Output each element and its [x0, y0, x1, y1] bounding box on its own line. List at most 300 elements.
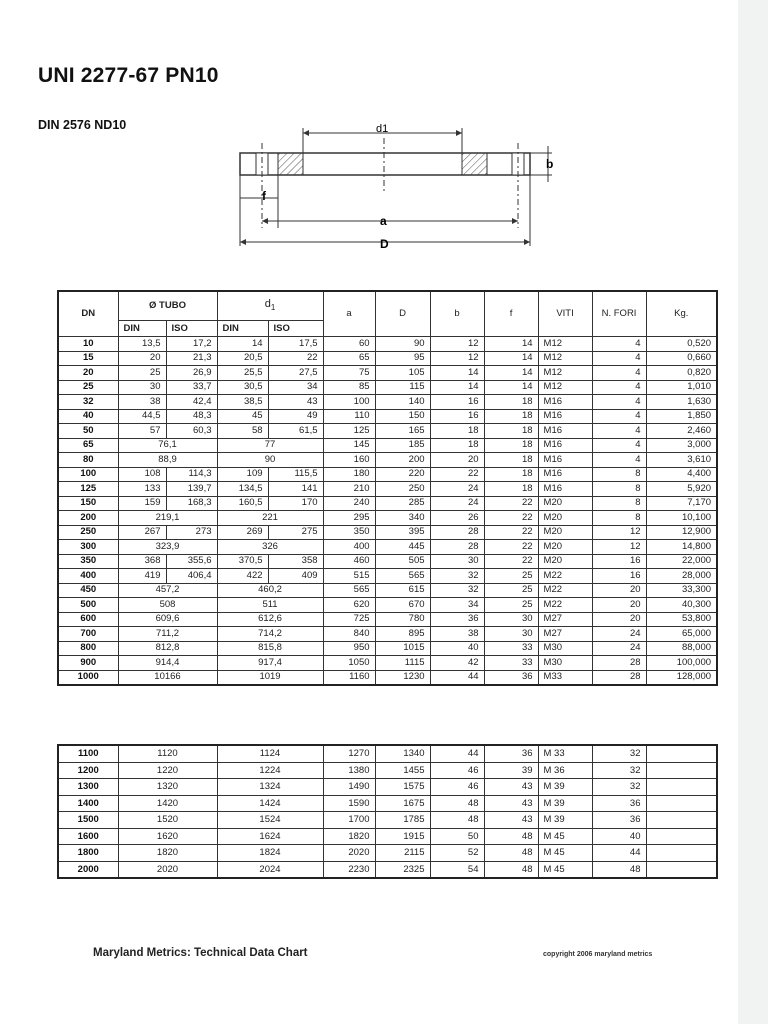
table-cell: 4,400 [646, 467, 717, 482]
table-cell: 54 [430, 861, 484, 878]
table-cell: 10,100 [646, 511, 717, 526]
table-cell: 170 [268, 496, 323, 511]
table-cell: 1324 [217, 779, 323, 796]
table-cell: 30 [118, 380, 166, 395]
table-cell: 61,5 [268, 424, 323, 439]
flange-table-large [57, 744, 718, 879]
header-tubo: Ø TUBO [118, 291, 217, 321]
table-cell: 1520 [118, 812, 217, 829]
table-cell: 33 [484, 656, 538, 671]
table-cell: 350 [58, 554, 118, 569]
table-cell: 200 [58, 511, 118, 526]
table-cell: 620 [323, 598, 375, 613]
table-cell: M20 [538, 540, 592, 555]
table-cell: 32 [58, 395, 118, 410]
table-cell: 1600 [58, 828, 118, 845]
table-row [58, 670, 717, 685]
table-cell: 28 [592, 670, 646, 685]
table-cell: 108 [118, 467, 166, 482]
table-cell: 914,4 [118, 656, 217, 671]
table-cell: 1,850 [646, 409, 717, 424]
table-cell: 24 [592, 641, 646, 656]
table-cell: 28,000 [646, 569, 717, 584]
table-cell: 115,5 [268, 467, 323, 482]
table-cell: 358 [268, 554, 323, 569]
table-cell: 50 [430, 828, 484, 845]
table-cell: M16 [538, 395, 592, 410]
table-cell: 36 [592, 812, 646, 829]
table-cell: 3,610 [646, 453, 717, 468]
table-cell: 14 [430, 366, 484, 381]
table-cell: 565 [323, 583, 375, 598]
table-cell: 0,520 [646, 337, 717, 352]
table-cell: 368 [118, 554, 166, 569]
table-cell: 60,3 [166, 424, 217, 439]
table-row [58, 641, 717, 656]
table-cell: 505 [375, 554, 430, 569]
table-cell: 8 [592, 467, 646, 482]
table-cell: 25 [484, 583, 538, 598]
table-cell: 18 [484, 482, 538, 497]
table-cell: M12 [538, 337, 592, 352]
table-cell: 1820 [118, 845, 217, 862]
table-cell: 77 [217, 438, 323, 453]
table-cell: 76,1 [118, 438, 217, 453]
table-cell: 21,3 [166, 351, 217, 366]
table-cell: 25 [484, 598, 538, 613]
table-cell: 1,630 [646, 395, 717, 410]
table-cell: 15 [58, 351, 118, 366]
table-cell: 20 [592, 612, 646, 627]
table-cell: 12 [592, 540, 646, 555]
table-cell: 50 [58, 424, 118, 439]
table-cell: 812,8 [118, 641, 217, 656]
table-cell: 8 [592, 511, 646, 526]
table-cell: 48 [484, 845, 538, 862]
table-cell: 134,5 [217, 482, 268, 497]
table-cell: 14 [484, 366, 538, 381]
table-cell: 8 [592, 496, 646, 511]
table-cell: 30 [430, 554, 484, 569]
table-cell: M16 [538, 424, 592, 439]
table-cell: 612,6 [217, 612, 323, 627]
table-cell: 4 [592, 351, 646, 366]
table-cell: 60 [323, 337, 375, 352]
table-cell: 75 [323, 366, 375, 381]
diagram-label-f: f [262, 189, 266, 203]
table-cell: 22 [484, 540, 538, 555]
table-cell: 25 [58, 380, 118, 395]
table-cell: 18 [484, 438, 538, 453]
table-cell: 711,2 [118, 627, 217, 642]
table-row [58, 745, 717, 762]
table-cell: 109 [217, 467, 268, 482]
table-cell: 32 [430, 569, 484, 584]
table-cell: 18 [484, 395, 538, 410]
table-cell: 1160 [323, 670, 375, 685]
table-cell: 139,7 [166, 482, 217, 497]
table-cell: 900 [58, 656, 118, 671]
table-cell: 100 [323, 395, 375, 410]
table-cell: 1624 [217, 828, 323, 845]
table-cell: M 39 [538, 812, 592, 829]
table-cell: 5,920 [646, 482, 717, 497]
table-row [58, 409, 717, 424]
table-row [58, 583, 717, 598]
table-cell: 45 [217, 409, 268, 424]
footer-title: Maryland Metrics: Technical Data Chart [93, 947, 308, 959]
table-cell: 40 [592, 828, 646, 845]
diagram-label-a: a [380, 214, 387, 228]
table-cell: 57 [118, 424, 166, 439]
table-cell: 160 [323, 453, 375, 468]
table-row [58, 496, 717, 511]
page-subtitle: DIN 2576 ND10 [38, 118, 127, 132]
table-row [58, 554, 717, 569]
table-cell: M16 [538, 482, 592, 497]
table-cell: 141 [268, 482, 323, 497]
table-cell: 43 [268, 395, 323, 410]
table-cell: M16 [538, 438, 592, 453]
table-cell: 25 [118, 366, 166, 381]
table-cell: 1230 [375, 670, 430, 685]
table-cell: 133 [118, 482, 166, 497]
table-cell: 43 [484, 795, 538, 812]
table-cell: 7,170 [646, 496, 717, 511]
table-cell: 14 [484, 351, 538, 366]
header-tubo-iso: ISO [166, 321, 217, 337]
table-cell: 2115 [375, 845, 430, 862]
table-cell: 1575 [375, 779, 430, 796]
table-cell: 1424 [217, 795, 323, 812]
header-d1-iso: ISO [268, 321, 323, 337]
table-cell: 273 [166, 525, 217, 540]
table-cell: 115 [375, 380, 430, 395]
table-cell: 90 [375, 337, 430, 352]
table-cell: M30 [538, 656, 592, 671]
table-cell: 1224 [217, 762, 323, 779]
table-cell: 46 [430, 762, 484, 779]
table-cell: 22 [484, 496, 538, 511]
flange-table-main [57, 290, 718, 686]
table-row [58, 569, 717, 584]
table-cell: M12 [538, 380, 592, 395]
table-cell: 240 [323, 496, 375, 511]
table-cell: 219,1 [118, 511, 217, 526]
table-cell: 1620 [118, 828, 217, 845]
table-cell: 128,000 [646, 670, 717, 685]
table-cell: 950 [323, 641, 375, 656]
table-cell: 267 [118, 525, 166, 540]
table-row [58, 351, 717, 366]
table-cell: 2000 [58, 861, 118, 878]
table-cell: 28 [430, 540, 484, 555]
table-cell: 12,900 [646, 525, 717, 540]
table-cell: 48,3 [166, 409, 217, 424]
table-cell: 1000 [58, 670, 118, 685]
table-cell: 4 [592, 438, 646, 453]
table-cell: 2020 [323, 845, 375, 862]
table-cell: 140 [375, 395, 430, 410]
table-cell: 25 [484, 569, 538, 584]
table-cell: 1915 [375, 828, 430, 845]
table-cell: 20 [430, 453, 484, 468]
table-cell: M 39 [538, 795, 592, 812]
diagram-label-b: b [546, 157, 554, 171]
table-cell: 32 [430, 583, 484, 598]
table-cell: 0,820 [646, 366, 717, 381]
table-cell: 17,5 [268, 337, 323, 352]
table-cell: 275 [268, 525, 323, 540]
table-cell: 14 [484, 380, 538, 395]
diagram-label-d1: d1 [376, 123, 389, 135]
table-cell: 2,460 [646, 424, 717, 439]
table-cell: 1675 [375, 795, 430, 812]
table-cell: 2230 [323, 861, 375, 878]
table-cell: 180 [323, 467, 375, 482]
table-cell: 58 [217, 424, 268, 439]
table-cell: 2325 [375, 861, 430, 878]
table-cell: M12 [538, 351, 592, 366]
table-cell: 30,5 [217, 380, 268, 395]
table-cell: M 39 [538, 779, 592, 796]
table-cell: 840 [323, 627, 375, 642]
header-d1: $d_1$ [217, 291, 323, 321]
table-row [58, 482, 717, 497]
table-cell: 445 [375, 540, 430, 555]
table-cell: 917,4 [217, 656, 323, 671]
table-cell: 500 [58, 598, 118, 613]
table-cell: 609,6 [118, 612, 217, 627]
table-cell: 39 [484, 762, 538, 779]
table-cell: 125 [323, 424, 375, 439]
table-cell: 36 [484, 670, 538, 685]
table-cell: 16 [592, 569, 646, 584]
table-cell: M16 [538, 409, 592, 424]
table-cell: M20 [538, 496, 592, 511]
table-cell [646, 795, 717, 812]
table-cell: 295 [323, 511, 375, 526]
table-cell: 20 [592, 583, 646, 598]
table-cell: 3,000 [646, 438, 717, 453]
table-cell: 95 [375, 351, 430, 366]
table-cell: 450 [58, 583, 118, 598]
table-cell: 100 [58, 467, 118, 482]
table-cell: 48 [430, 812, 484, 829]
table-cell: 28 [430, 525, 484, 540]
table-cell: 30 [484, 627, 538, 642]
table-cell: 1120 [118, 745, 217, 762]
table-cell: 395 [375, 525, 430, 540]
table-cell: 4 [592, 366, 646, 381]
table-cell: 14 [484, 337, 538, 352]
table-cell: 18 [484, 409, 538, 424]
table-row [58, 467, 717, 482]
table-cell: 18 [484, 467, 538, 482]
table-cell: 32 [592, 762, 646, 779]
table-row [58, 627, 717, 642]
table-cell: 1050 [323, 656, 375, 671]
table-cell: 65,000 [646, 627, 717, 642]
table-cell: 24 [592, 627, 646, 642]
table-cell: 714,2 [217, 627, 323, 642]
table-cell: 22 [484, 525, 538, 540]
table-cell: 1100 [58, 745, 118, 762]
table-cell: 670 [375, 598, 430, 613]
table-cell: M30 [538, 641, 592, 656]
table-cell: 17,2 [166, 337, 217, 352]
table-cell: 12 [592, 525, 646, 540]
table-cell: 44,5 [118, 409, 166, 424]
table-cell: 22 [484, 511, 538, 526]
table-row [58, 612, 717, 627]
table-cell: 1,010 [646, 380, 717, 395]
table-cell: 36 [430, 612, 484, 627]
table-cell: 105 [375, 366, 430, 381]
table-cell: 20 [592, 598, 646, 613]
table-cell: 150 [58, 496, 118, 511]
table-row [58, 812, 717, 829]
table-cell: 14,800 [646, 540, 717, 555]
table-cell: M22 [538, 598, 592, 613]
page-edge-strip [738, 0, 768, 1024]
table-cell: 48 [484, 828, 538, 845]
header-tubo-din: DIN [118, 321, 166, 337]
table-cell: 22 [484, 554, 538, 569]
table-cell: 10166 [118, 670, 217, 685]
table-cell: 16 [430, 409, 484, 424]
table-cell: 1700 [323, 812, 375, 829]
header-dn: DN [58, 291, 118, 337]
table-cell: M20 [538, 525, 592, 540]
table-cell: 895 [375, 627, 430, 642]
table-cell: 406,4 [166, 569, 217, 584]
table-cell: 1124 [217, 745, 323, 762]
table-cell: 33,300 [646, 583, 717, 598]
table-cell: 40,300 [646, 598, 717, 613]
table-cell: 32 [592, 745, 646, 762]
table-cell: 600 [58, 612, 118, 627]
table-cell: M20 [538, 511, 592, 526]
table-cell: 48 [592, 861, 646, 878]
table-cell: 1019 [217, 670, 323, 685]
table-cell: 18 [484, 453, 538, 468]
table-cell: M22 [538, 569, 592, 584]
table-cell: 43 [484, 779, 538, 796]
table-cell: 85 [323, 380, 375, 395]
table-cell: 409 [268, 569, 323, 584]
table-cell: M20 [538, 554, 592, 569]
table-cell: 18 [430, 424, 484, 439]
table-row [58, 438, 717, 453]
table-cell: 815,8 [217, 641, 323, 656]
table-cell: 28 [592, 656, 646, 671]
header-D: D [375, 291, 430, 337]
header-kg: Kg. [646, 291, 717, 337]
table-cell: 110 [323, 409, 375, 424]
table-cell: 16 [592, 554, 646, 569]
table-row [58, 845, 717, 862]
table-cell: 165 [375, 424, 430, 439]
table-cell: 159 [118, 496, 166, 511]
table-row [58, 795, 717, 812]
table-cell: 1220 [118, 762, 217, 779]
table-cell: 38,5 [217, 395, 268, 410]
table-cell: 40 [58, 409, 118, 424]
flange-diagram [230, 118, 560, 258]
table-cell: 53,800 [646, 612, 717, 627]
table-cell [646, 745, 717, 762]
table-cell: 26 [430, 511, 484, 526]
table-cell: 4 [592, 380, 646, 395]
table-cell: 36 [484, 745, 538, 762]
table-cell: 1340 [375, 745, 430, 762]
footer-copyright: copyright 2006 maryland metrics [543, 951, 653, 958]
table-cell: 12 [430, 351, 484, 366]
table-row [58, 762, 717, 779]
table-cell: 1455 [375, 762, 430, 779]
table-row [58, 380, 717, 395]
table-cell: 44 [592, 845, 646, 862]
table-cell: 1590 [323, 795, 375, 812]
table-cell: 10 [58, 337, 118, 352]
table-cell: 22 [430, 467, 484, 482]
table-cell: 0,660 [646, 351, 717, 366]
table-cell: M16 [538, 453, 592, 468]
table-cell: 90 [217, 453, 323, 468]
table-cell: 43 [484, 812, 538, 829]
table-cell: 340 [375, 511, 430, 526]
table-cell: 370,5 [217, 554, 268, 569]
table-cell: 250 [375, 482, 430, 497]
table-cell: 44 [430, 670, 484, 685]
table-cell: M22 [538, 583, 592, 598]
table-cell: 150 [375, 409, 430, 424]
table-cell: 38 [430, 627, 484, 642]
table-cell: 65 [323, 351, 375, 366]
table-cell [646, 861, 717, 878]
table-cell: 80 [58, 453, 118, 468]
table-cell: 22,000 [646, 554, 717, 569]
table-row [58, 337, 717, 352]
table-row [58, 366, 717, 381]
header-b: b [430, 291, 484, 337]
header-viti: VITI [538, 291, 592, 337]
table-cell: 323,9 [118, 540, 217, 555]
table-cell: 700 [58, 627, 118, 642]
table-cell: 4 [592, 395, 646, 410]
table-cell: 160,5 [217, 496, 268, 511]
table-cell: 400 [58, 569, 118, 584]
table-cell: 1400 [58, 795, 118, 812]
table-cell: 44 [430, 745, 484, 762]
table-cell: 34 [268, 380, 323, 395]
table-cell: 508 [118, 598, 217, 613]
table-cell [646, 845, 717, 862]
table-cell: 20 [118, 351, 166, 366]
table-cell: 355,6 [166, 554, 217, 569]
table-row [58, 525, 717, 540]
diagram-label-D: D [380, 237, 389, 251]
table-cell: 38 [118, 395, 166, 410]
table-cell: 725 [323, 612, 375, 627]
table-cell: 1320 [118, 779, 217, 796]
table-cell: 26,9 [166, 366, 217, 381]
table-cell: 2024 [217, 861, 323, 878]
table-row [58, 395, 717, 410]
table-cell: 4 [592, 424, 646, 439]
table-row [58, 424, 717, 439]
